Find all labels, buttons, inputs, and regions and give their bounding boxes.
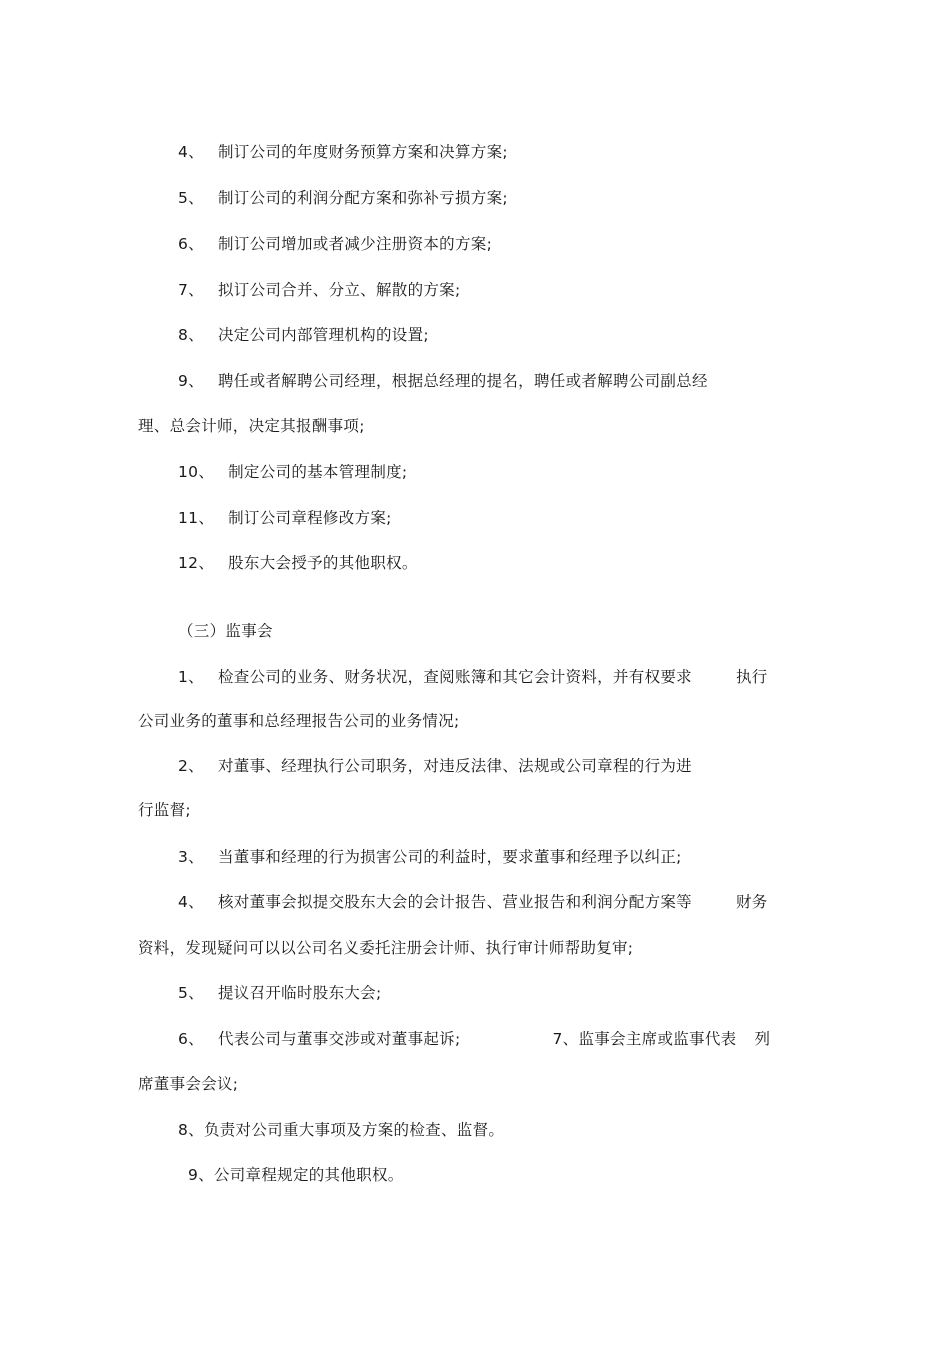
list-item-continuation: 理、总会计师，决定其报酬事项; [138, 417, 365, 435]
item-number: 4、 [178, 143, 204, 161]
list-item [178, 371, 708, 391]
list-item-continuation: 公司业务的董事和总经理报告公司的业务情况; [138, 712, 460, 730]
item-number: 3、 [178, 848, 204, 866]
item-text: 对董事、经理执行公司职务，对违反法律、法规或公司章程的行为进 [217, 757, 692, 775]
item-number: 8、 [178, 326, 204, 344]
list-item-continuation: 行监督; [138, 801, 191, 819]
item-number: 6、 [178, 235, 204, 253]
item-text: 决定公司内部管理机构的设置; [217, 326, 429, 344]
item-text: 当董事和经理的行为损害公司的利益时，要求董事和经理予以纠正; [217, 848, 682, 866]
list-item [178, 847, 682, 867]
item-text: 代表公司与董事交涉或对董事起诉; [217, 1030, 461, 1048]
list-item [178, 280, 461, 300]
item-number: 1、 [178, 668, 204, 686]
list-item [178, 234, 492, 254]
item-text: 股东大会授予的其他职权。 [228, 554, 418, 572]
list-item [178, 188, 508, 208]
list-item [178, 1029, 770, 1049]
item-text: 制定公司的基本管理制度; [228, 463, 408, 481]
item-text: 聘任或者解聘公司经理，根据总经理的提名，聘任或者解聘公司副总经 [217, 372, 708, 390]
item-number: 5、 [178, 189, 204, 207]
item-number: 12、 [178, 554, 215, 572]
list-item [178, 142, 508, 162]
item-number: 9、 [178, 372, 204, 390]
list-item-continuation: 资料，发现疑问可以以公司名义委托注册会计师、执行审计师帮助复审; [138, 939, 634, 957]
list-item: 8、负责对公司重大事项及方案的检查、监督。 [178, 1121, 505, 1139]
item-number: 7、 [178, 281, 204, 299]
item-number: 11、 [178, 509, 215, 527]
list-item [178, 667, 768, 687]
list-item [178, 892, 768, 912]
list-item-continuation: 席董事会会议; [138, 1075, 239, 1093]
item-number: 6、 [178, 1030, 204, 1048]
item-text: 拟订公司合并、分立、解散的方案; [217, 281, 461, 299]
item-text: 制订公司的年度财务预算方案和决算方案; [217, 143, 508, 161]
section-heading: （三）监事会 [178, 622, 273, 640]
list-item [178, 983, 382, 1003]
item-text-tail: 列 [754, 1030, 771, 1048]
item-number: 5、 [178, 984, 204, 1002]
list-item [178, 508, 392, 528]
item-text: 制订公司章程修改方案; [228, 509, 392, 527]
list-item: 9、公司章程规定的其他职权。 [188, 1166, 404, 1184]
list-item [178, 462, 407, 482]
item-text: 制订公司的利润分配方案和弥补亏损方案; [217, 189, 508, 207]
item-number: 2、 [178, 757, 204, 775]
item-text-tail: 财务 [735, 893, 768, 911]
list-item [178, 325, 429, 345]
item-text: 检查公司的业务、财务状况，查阅账簿和其它会计资料，并有权要求 [217, 668, 692, 686]
item-text-tail: 执行 [735, 668, 768, 686]
item-number: 4、 [178, 893, 204, 911]
item-text: 提议召开临时股东大会; [217, 984, 382, 1002]
item-text-mid: 7、监事会主席或监事代表 [552, 1030, 737, 1048]
item-text: 制订公司增加或者减少注册资本的方案; [217, 235, 493, 253]
item-number: 10、 [178, 463, 215, 481]
list-item [178, 756, 692, 776]
list-item [178, 553, 418, 573]
item-text: 核对董事会拟提交股东大会的会计报告、营业报告和利润分配方案等 [217, 893, 692, 911]
